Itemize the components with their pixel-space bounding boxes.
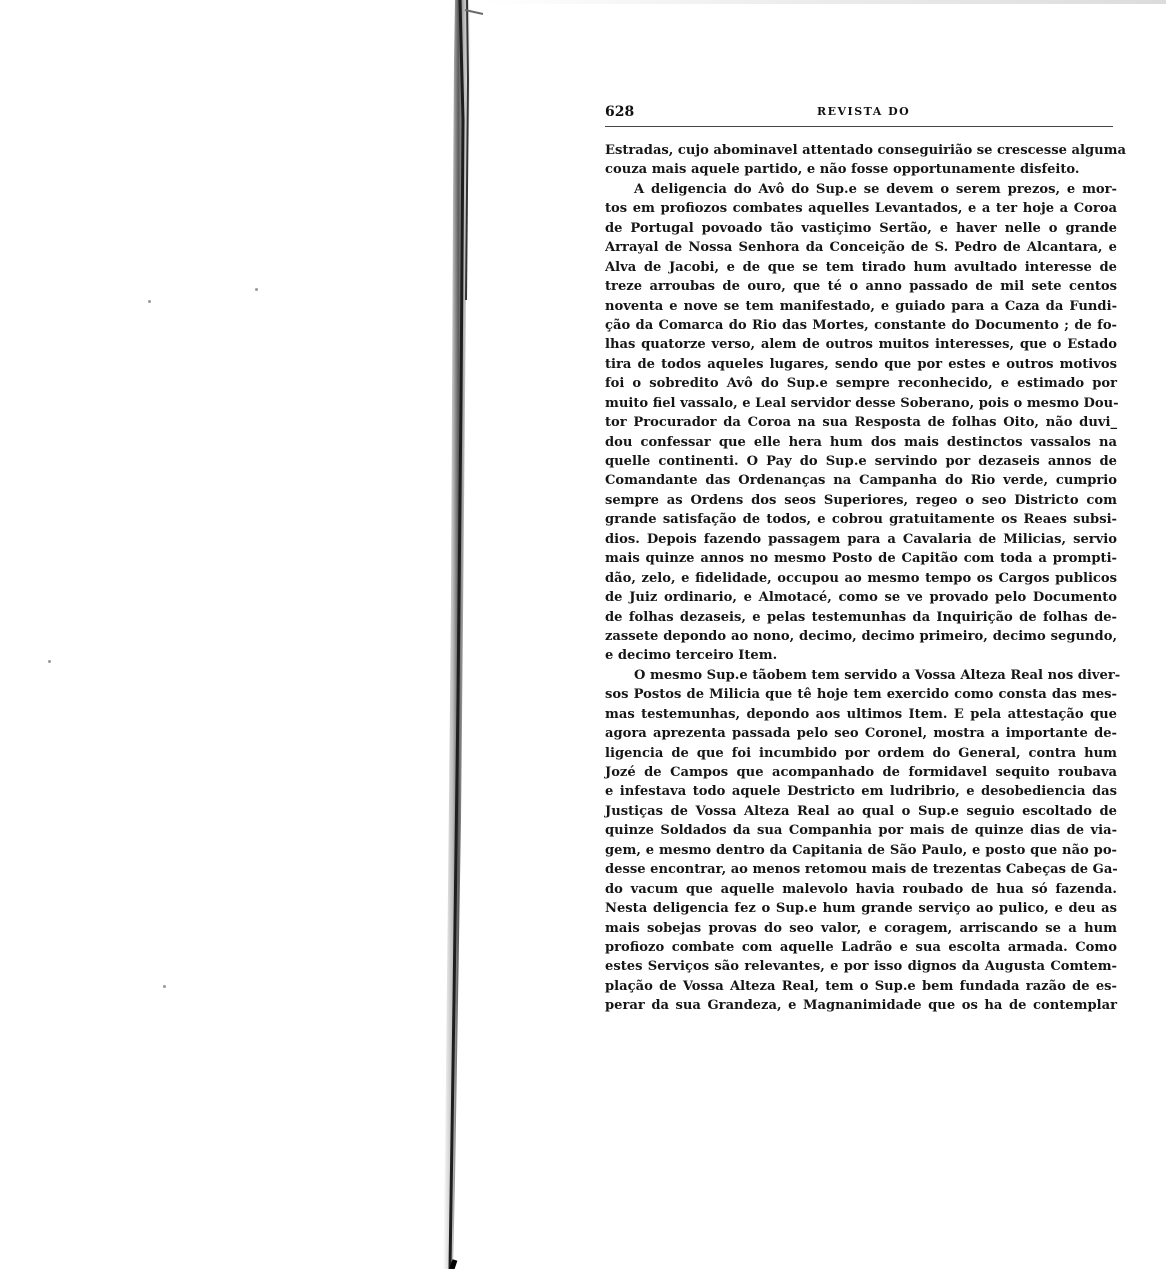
text-line: desse encontrar, ao menos retomou mais de trezentas Cabeças de Ga- (605, 862, 1118, 878)
text-line: agora aprezenta passada pelo seo Coronel, mostra a importante de- (605, 726, 1117, 742)
text-line: Arrayal de Nossa Senhora da Conceição de S. Pedro de Alcantara, e (605, 240, 1117, 256)
body-text (605, 141, 1126, 1016)
text-line: sempre as Ordens dos seos Superiores, regeo o seo Districto com (605, 492, 1117, 508)
text-line: O mesmo Sup.e tãobem tem servido a Vossa Alteza Real nos diver- (634, 667, 1121, 683)
page-header (605, 104, 1113, 124)
text-line: foi o sobredito Avô do Sup.e sempre reconhecido, e estimado por (605, 376, 1117, 392)
text-line: Estradas, cujo abominavel attentado conseguirião se crescesse alguma (605, 143, 1126, 158)
text-line: quelle continenti. O Pay do Sup.e servindo por dezaseis annos de (605, 454, 1117, 469)
text-line: do vacum que aquelle malevolo havia roubado de hua só fazenda. (605, 881, 1117, 897)
text-line: zassete depondo ao nono, decimo, decimo primeiro, decimo segundo, (605, 628, 1117, 644)
text-line: dou confessar que elle hera hum dos mais destinctos vassalos na (605, 434, 1117, 450)
text-line: quinze Soldados da sua Companhia por mais de quinze dias de via- (605, 823, 1117, 839)
text-line: sos Postos de Milicia que tê hoje tem exercido como consta das mes- (605, 687, 1117, 703)
book-spine (425, 0, 485, 1269)
text-line: Justiças de Vossa Alteza Real ao qual o Sup.e seguio escoltado de (605, 803, 1117, 819)
text-line: treze arroubas de ouro, que té o anno passado de mil sete centos (605, 279, 1117, 295)
text-line: mas testemunhas, depondo aos ultimos Item. E pela attestação que (605, 706, 1117, 722)
text-line: Alva de Jacobi, e de que se tem tirado hum avultado interesse de (605, 259, 1117, 275)
text-line: e infestava todo aquele Destricto em ludribrio, e desobediencia das (605, 784, 1117, 800)
header-rule (605, 126, 1113, 127)
text-line: muito fiel vassalo, e Leal servidor desse Soberano, pois o mesmo Dou- (605, 395, 1119, 411)
text-line: A deligencia do Avô do Sup.e se devem o serem prezos, e mor- (634, 181, 1117, 197)
text-line: profiozo combate com aquelle Ladrão e sua escolta armada. Como (605, 939, 1117, 955)
page-number: 628 (605, 104, 635, 120)
text-line: ligencia de que foi incumbido por ordem do General, contra hum (605, 745, 1117, 761)
text-line: gem, e mesmo dentro da Capitania de São Paulo, e posto que não po- (605, 842, 1117, 858)
text-line: noventa e nove se tem manifestado, e guiado para a Caza da Fundi- (605, 298, 1117, 314)
text-line: grande satisfação de todos, e cobrou gratuitamente os Reaes subsi- (605, 512, 1117, 528)
text-line: tor Procurador da Coroa na sua Resposta de folhas Oito, não duvi_ (605, 415, 1117, 431)
text-line: Comandante das Ordenanças na Campanha do Rio verde, cumprio (605, 473, 1117, 489)
page-top-edge (485, 0, 1166, 4)
text-line: de Portugal povoado tão vastiçimo Sertão, e haver nelle o grande (605, 220, 1117, 236)
text-line: perar da sua Grandeza, e Magnanimidade que os ha de contemplar (605, 998, 1117, 1014)
text-line: plação de Vossa Alteza Real, tem o Sup.e bem fundada razão de es- (605, 978, 1117, 994)
text-line: estes Serviços são relevantes, e por isso dignos da Augusta Comtem- (605, 959, 1117, 975)
text-line: de Juiz ordinario, e Almotacé, como se ve provado pelo Documento (605, 590, 1117, 606)
text-line: couza mais aquele partido, e não fosse opportunamente disfeito. (605, 162, 1080, 178)
text-line: mais quinze annos no mesmo Posto de Capitão com toda a prompti- (605, 551, 1117, 567)
text-line: e decimo terceiro Item. (605, 648, 778, 664)
text-line: Nesta deligencia fez o Sup.e hum grande serviço ao pulico, e deu as (605, 901, 1117, 917)
text-line: lhas quatorze verso, alem de outros muitos interesses, que o Estado (605, 337, 1117, 353)
blank-left-page (0, 0, 450, 1269)
text-line: Jozé de Campos que acompanhado de formidavel sequito roubava (605, 765, 1117, 780)
text-line: ção da Comarca do Rio das Mortes, constante do Documento ; de fo- (605, 317, 1117, 333)
text-line: de folhas dezaseis, e pelas testemunhas da Inquirição de folhas de- (605, 609, 1117, 625)
text-line: tos em profiozos combates aquelles Levantados, e a ter hoje a Coroa (605, 201, 1117, 217)
running-head: REVISTA DO (817, 105, 911, 118)
text-line: dão, zelo, e fidelidade, occupou ao mesmo tempo os Cargos publicos (605, 570, 1117, 586)
text-line: tira de todos aqueles lugares, sendo que por estes e outros motivos (605, 356, 1117, 372)
text-line: dios. Depois fazendo passagem para a Cavalaria de Milicias, servio (605, 531, 1117, 547)
text-line: mais sobejas provas do seo valor, e coragem, arriscando se a hum (605, 920, 1117, 936)
